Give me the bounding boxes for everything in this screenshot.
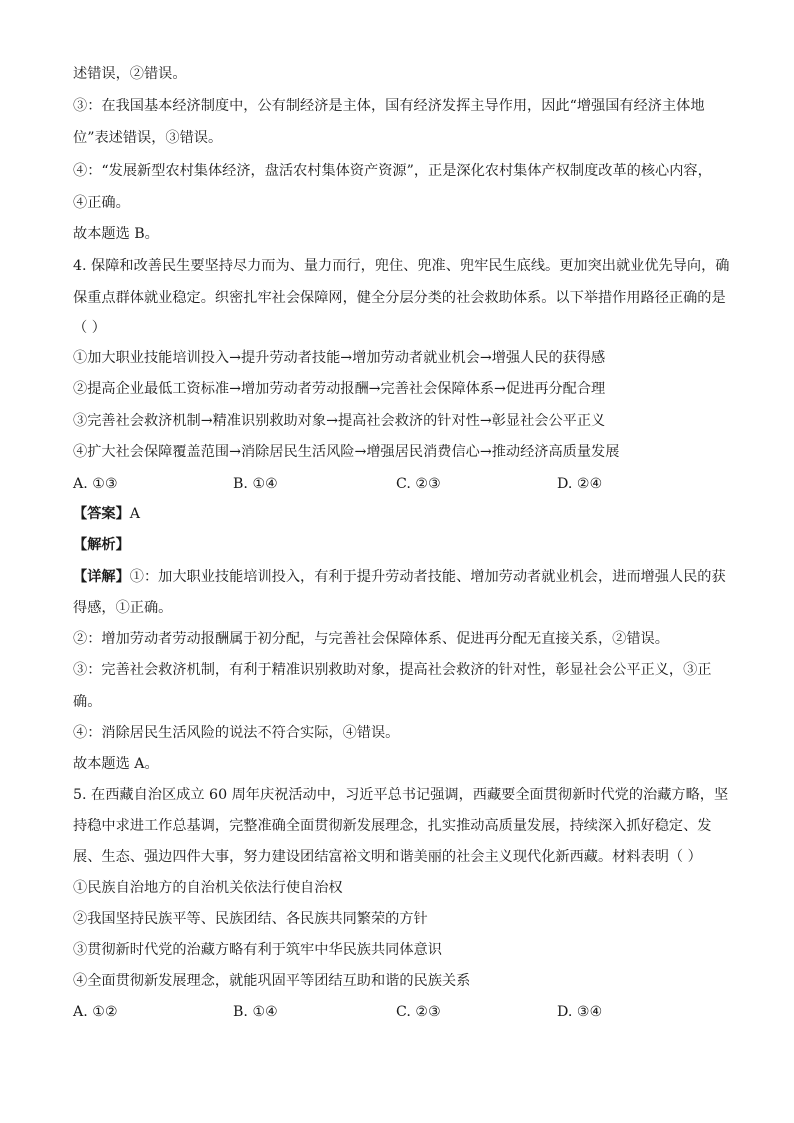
question-5-stem: 展、生态、强边四件大事，努力建设团结富裕文明和谐美丽的社会主义现代化新西藏。材料表明（ ） bbox=[73, 849, 702, 865]
text-line: 位”表述错误，③错误。 bbox=[73, 130, 223, 146]
detail-text: ①：加大职业技能培训投入，有利于提升劳动者技能、增加劳动者就业机会，进而增强人民的获 bbox=[129, 569, 726, 585]
option-d: D. ②④ bbox=[557, 476, 603, 492]
question-5-item: ①民族自治地方的自治机关依法行使自治权 bbox=[73, 880, 343, 896]
text-line: ④正确。 bbox=[73, 195, 130, 211]
detail-line bbox=[73, 567, 733, 587]
question-4-item: ②提高企业最低工资标准→增加劳动者劳动报酬→完善社会保障体系→促进再分配合理 bbox=[73, 381, 606, 397]
detail-tag: 【详解】 bbox=[73, 569, 130, 585]
question-5-stem: 持稳中求进工作总基调，完整准确全面贯彻新发展理念，扎实推动高质量发展，持续深入抓好稳定、发 bbox=[73, 818, 712, 834]
question-4-stem: 保重点群体就业稳定。织密扎牢社会保障网，健全分层分类的社会救助体系。以下举措作用路径正确的是 bbox=[73, 290, 726, 306]
text-line: 确。 bbox=[73, 694, 102, 710]
question-5-item: ②我国坚持民族平等、民族团结、各民族共同繁荣的方针 bbox=[73, 911, 428, 927]
text-line: 述错误，②错误。 bbox=[73, 66, 187, 82]
text-line: 故本题选 B。 bbox=[73, 226, 159, 242]
question-4-item: ③完善社会救济机制→精准识别救助对象→提高社会救济的针对性→彰显社会公平正义 bbox=[73, 413, 606, 429]
option-b: B. ①④ bbox=[233, 476, 278, 492]
question-5-stem: 5. 在西藏自治区成立 60 周年庆祝活动中，习近平总书记强调，西藏要全面贯彻新时代党的治藏方略，坚 bbox=[73, 787, 729, 803]
option-c: C. ②③ bbox=[396, 476, 441, 492]
question-4-item: ①加大职业技能培训投入→提升劳动者技能→增加劳动者就业机会→增强人民的获得感 bbox=[73, 350, 606, 366]
option-a: A. ①③ bbox=[73, 476, 118, 492]
text-line: ③：在我国基本经济制度中，公有制经济是主体，国有经济发挥主导作用，因此“增强国有经济主体地 bbox=[73, 98, 705, 114]
analysis-tag: 【解析】 bbox=[73, 537, 130, 553]
option-b: B. ①④ bbox=[233, 1004, 278, 1020]
question-4-stem: 4. 保障和改善民生要坚持尽力而为、量力而行，兜住、兜准、兜牢民生底线。更加突出就业优先导向，确 bbox=[73, 258, 730, 274]
conclusion-line: 故本题选 A。 bbox=[73, 756, 159, 772]
question-5-item: ④全面贯彻新发展理念，就能巩固平等团结互助和谐的民族关系 bbox=[73, 973, 471, 989]
option-d: D. ③④ bbox=[557, 1004, 603, 1020]
answer-tag: 【答案】 bbox=[73, 506, 130, 522]
text-line: 得感，①正确。 bbox=[73, 600, 173, 616]
question-5-item: ③贯彻新时代党的治藏方略有利于筑牢中华民族共同体意识 bbox=[73, 942, 442, 958]
option-c: C. ②③ bbox=[396, 1004, 441, 1020]
question-4-item: ④扩大社会保障覆盖范围→消除居民生活风险→增强居民消费信心→推动经济高质量发展 bbox=[73, 444, 620, 460]
answer-value: A bbox=[129, 506, 141, 522]
option-a: A. ①② bbox=[73, 1004, 118, 1020]
text-line: ③：完善社会救济机制，有利于精准识别救助对象，提高社会救济的针对性，彰显社会公平正义，③正 bbox=[73, 662, 712, 678]
text-line: ④：“发展新型农村集体经济，盘活农村集体资产资源”，正是深化农村集体产权制度改革的核心内容， bbox=[73, 163, 712, 179]
text-line: ④：消除居民生活风险的说法不符合实际，④错误。 bbox=[73, 725, 400, 741]
question-4-stem: （ ） bbox=[73, 320, 106, 336]
text-line: ②：增加劳动者劳动报酬属于初分配，与完善社会保障体系、促进再分配无直接关系，②错误。 bbox=[73, 631, 669, 647]
answer-line bbox=[73, 504, 733, 524]
